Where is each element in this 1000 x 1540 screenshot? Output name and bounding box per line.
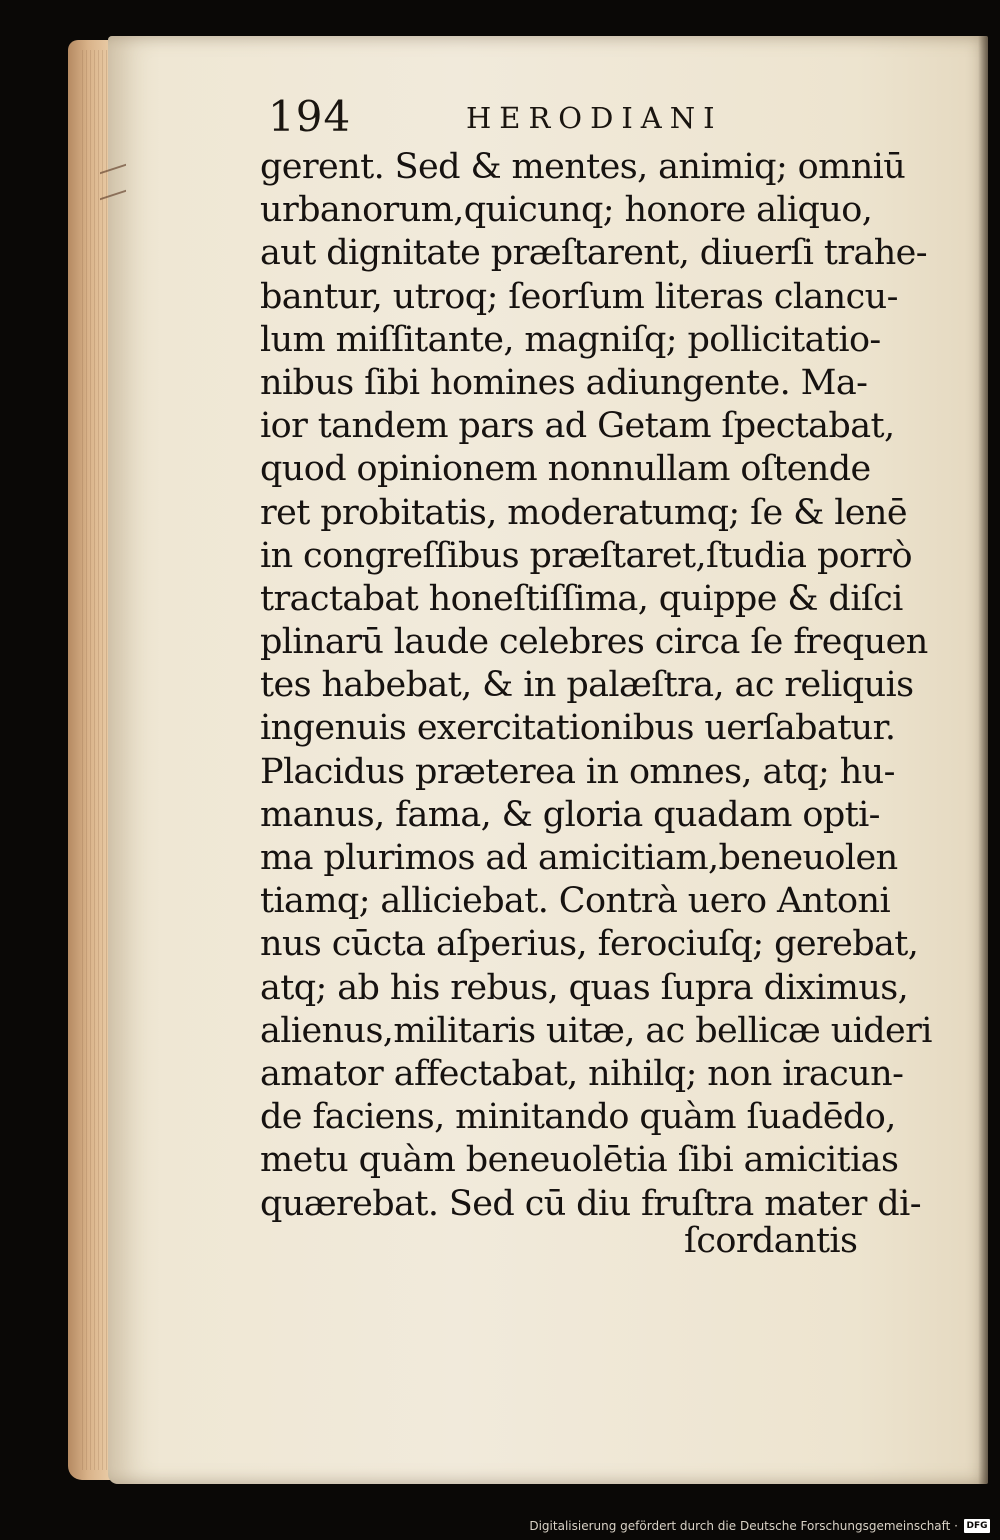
text-line: tiamq; alliciebat. Contrà uero Antoni	[260, 881, 891, 922]
text-line: nibus ſibi homines adiungente. Ma-	[260, 362, 868, 403]
text-line: bantur, utroq; ſeorſum literas clancu-	[260, 276, 898, 317]
page-number: 194	[268, 92, 352, 141]
text-line: aut dignitate præſtarent, diuerſi trahe-	[260, 233, 927, 274]
text-line: ingenuis exercitationibus uerſabatur.	[260, 708, 896, 749]
text-line: alienus,militaris uitæ, ac bellicæ uideri	[260, 1010, 932, 1051]
text-line: in congreſſibus præſtaret,ſtudia porrò	[260, 535, 912, 576]
text-line: gerent. Sed & mentes, animiq; omniū	[260, 147, 906, 187]
text-line: plinarū laude celebres circa ſe frequen	[260, 622, 928, 663]
text-line: ior tandem pars ad Getam ſpectabat,	[260, 406, 895, 447]
funding-credit: Digitalisierung gefördert durch die Deutsche Forschungsgemeinschaft ·	[529, 1519, 958, 1533]
text-line: tes habebat, & in palæſtra, ac reliquis	[260, 665, 914, 706]
catchword: ſcordantis	[684, 1221, 858, 1261]
body-text	[260, 146, 932, 1226]
page-header	[268, 92, 878, 142]
footer	[529, 1514, 990, 1538]
text-line: atq; ab his rebus, quas ſupra diximus,	[260, 967, 909, 1008]
text-line: amator affectabat, nihilq; non iracun-	[260, 1053, 904, 1094]
text-line: de faciens, minitando quàm ſuadēdo,	[260, 1097, 896, 1138]
text-line: ret probitatis, moderatumq; ſe & lenē	[260, 492, 907, 533]
text-line: lum miſſitante, magniſq; pollicitatio-	[260, 319, 881, 360]
text-line: urbanorum,quicunq; honore aliquo,	[260, 190, 873, 231]
text-line: quærebat. Sed cū diu fruſtra mater di-	[260, 1183, 921, 1224]
text-line: Placidus præterea in omnes, atq; hu-	[260, 751, 895, 792]
text-line: metu quàm beneuolētia ſibi amicitias	[260, 1140, 899, 1181]
text-line: nus cūcta aſperius, ferociuſq; gerebat,	[260, 924, 919, 965]
text-line: tractabat honeſtiſſima, quippe & diſci	[260, 578, 903, 619]
text-line: ma plurimos ad amicitiam,beneuolen	[260, 838, 898, 878]
dfg-logo: DFG	[964, 1519, 990, 1533]
text-line: manus, fama, & gloria quadam opti-	[260, 794, 880, 835]
text-line: quod opinionem nonnullam oſtende	[260, 449, 871, 490]
running-head: HERODIANI	[466, 101, 723, 135]
